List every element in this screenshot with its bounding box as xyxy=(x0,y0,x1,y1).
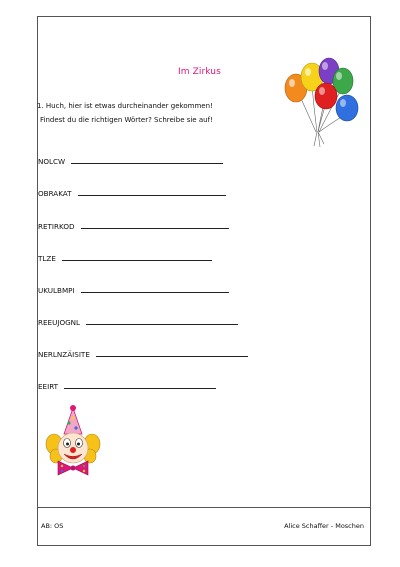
answer-line[interactable] xyxy=(81,221,229,229)
footer-left-text: AB: OS xyxy=(41,522,64,530)
word-row-4 xyxy=(38,253,212,265)
answer-line[interactable] xyxy=(71,156,223,164)
instruction-line-1: 1. Huch, hier ist etwas durcheinander gekommen! xyxy=(37,102,213,110)
footer-divider xyxy=(37,507,371,508)
scrambled-word: REEUJOGNL xyxy=(38,318,81,327)
answer-line[interactable] xyxy=(62,253,212,261)
balloon-red xyxy=(315,83,337,109)
instructions xyxy=(37,99,277,127)
scrambled-word: OBRAKAT xyxy=(38,189,72,198)
answer-line[interactable] xyxy=(96,349,248,357)
word-row-5 xyxy=(38,285,229,297)
scrambled-word: UKULBMPI xyxy=(38,286,75,295)
footer-author: Alice Schaffer - Moschen xyxy=(284,522,364,530)
answer-line[interactable] xyxy=(86,317,238,325)
balloons-illustration xyxy=(274,54,368,150)
balloon-blue xyxy=(336,95,358,121)
worksheet-title: Im Zirkus xyxy=(178,67,221,77)
word-row-6 xyxy=(38,317,238,329)
word-row-8 xyxy=(38,381,216,393)
scrambled-word: RETIRKOD xyxy=(38,222,75,231)
clown-illustration xyxy=(44,404,102,486)
word-row-2 xyxy=(38,188,226,200)
instruction-line-2: Findest du die richtigen Wörter? Schreibe sie auf! xyxy=(40,116,213,124)
answer-line[interactable] xyxy=(78,188,226,196)
word-row-7 xyxy=(38,349,248,361)
scrambled-word: NERLNZÄISITE xyxy=(38,350,90,359)
word-row-3 xyxy=(38,221,229,233)
scrambled-word: NOLCW xyxy=(38,157,66,166)
scrambled-word: EEIRT xyxy=(38,382,59,391)
scrambled-word: TLZE xyxy=(38,254,56,263)
answer-line[interactable] xyxy=(81,285,229,293)
word-row-1 xyxy=(38,156,223,168)
answer-line[interactable] xyxy=(64,381,216,389)
